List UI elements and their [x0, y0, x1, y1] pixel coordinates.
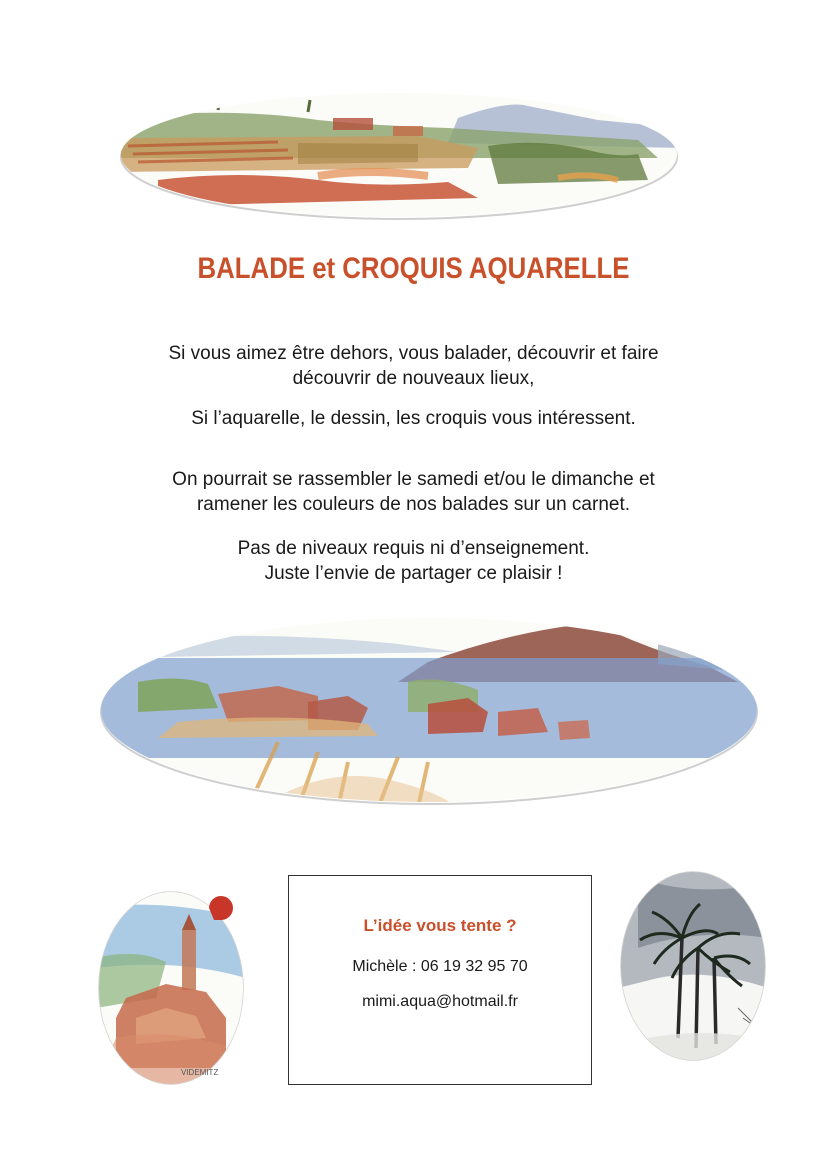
contact-question: L’idée vous tente ?: [363, 916, 517, 935]
level-paragraph: [0, 536, 827, 586]
village-signature: VIDEMITZ: [181, 1068, 219, 1077]
contact-box: [288, 875, 592, 1085]
page-title: BALADE et CROQUIS AQUARELLE: [197, 252, 630, 285]
interest-paragraph: Si l’aquarelle, le dessin, les croquis vous intéressent.: [191, 408, 636, 429]
watercolor-palm-trees: [618, 868, 768, 1064]
level-line-1: Pas de niveaux requis ni d’enseignement.: [237, 538, 590, 559]
contact-phone[interactable]: Michèle : 06 19 32 95 70: [352, 958, 528, 975]
contact-email[interactable]: mimi.aqua@hotmail.fr: [362, 993, 518, 1010]
watercolor-landscape-fields: [118, 88, 680, 222]
proposal-line-1: On pourrait se rassembler le samedi et/ou le dimanche et: [172, 469, 655, 490]
intro-paragraph: [0, 341, 827, 391]
intro-line-1: Si vous aimez être dehors, vous balader, découvrir et faire: [168, 343, 659, 364]
intro-line-2: découvrir de nouveaux lieux,: [292, 368, 535, 389]
watercolor-village: [96, 888, 246, 1086]
watercolor-bay-landscape: [98, 612, 760, 808]
level-line-2: Juste l’envie de partager ce plaisir !: [264, 563, 563, 584]
proposal-line-2: ramener les couleurs de nos balades sur un carnet.: [196, 494, 631, 515]
proposal-paragraph: [0, 467, 827, 517]
